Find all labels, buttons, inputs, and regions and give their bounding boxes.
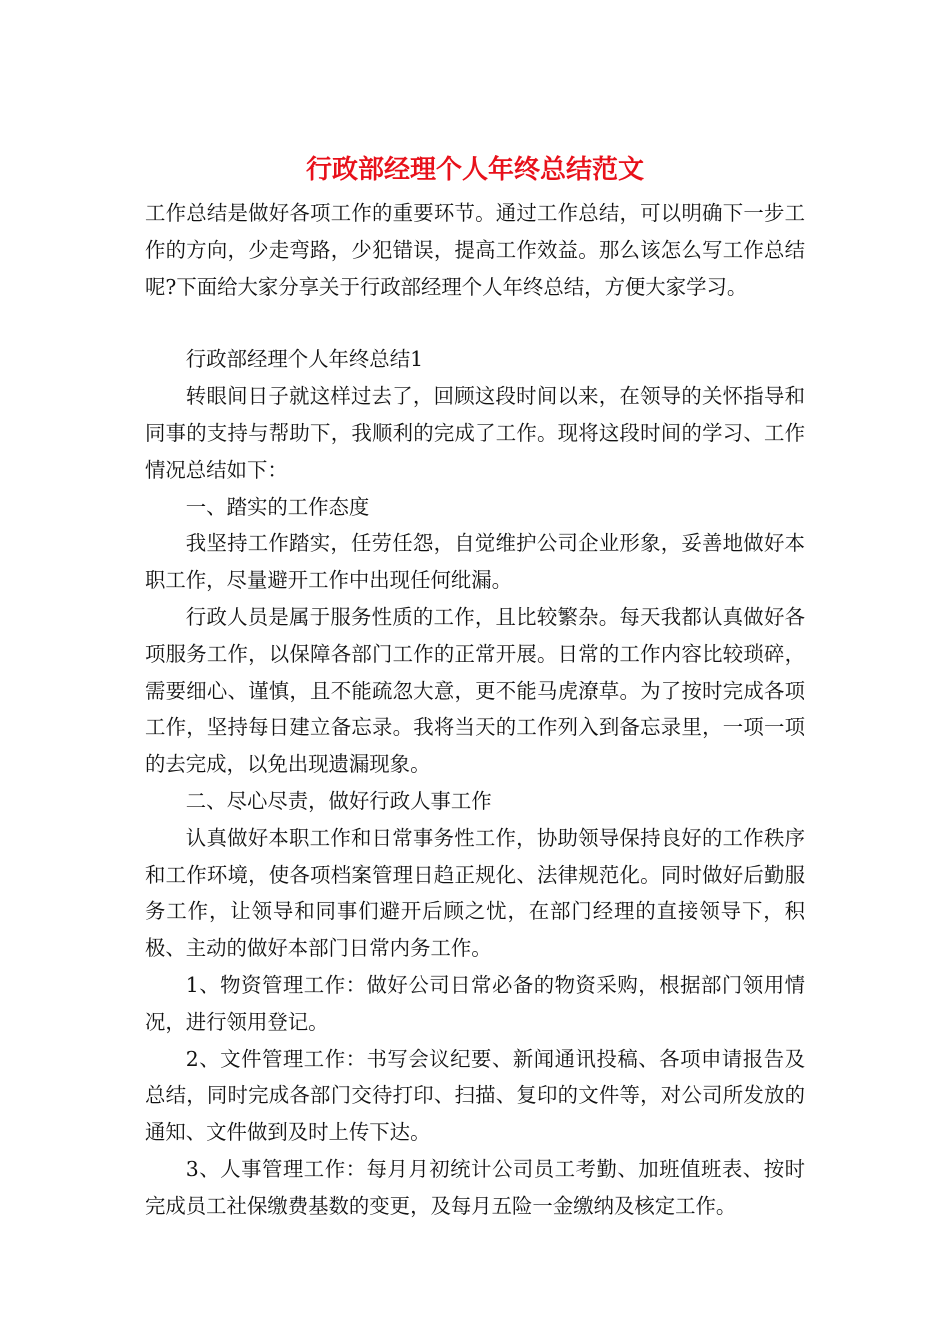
paragraph-gap [145,305,805,341]
list-item-materials: 1、物资管理工作：做好公司日常必备的物资采购，根据部门领用情况，进行领用登记。 [145,972,805,1034]
body-paragraph: 行政人员是属于服务性质的工作，且比较繁杂。每天我都认真做好各项服务工作，以保障各部门工作的正常开展。日常的工作内容比较琐碎，需要细心、谨慎，且不能疏忽大意，更不能马虎潦草。为了按时完成各项工作，坚持每日建立备忘录。我将当天的工作列入到备忘录里，一项一项的去完成，以免出现遗漏现象。 [145,604,805,777]
subheading-attitude: 一、踏实的工作态度 [185,494,370,519]
list-item-documents: 2、文件管理工作：书写会议纪要、新闻通讯投稿、各项申请报告及总结，同时完成各部门交待打印、扫描、复印的文件等，对公司所发放的通知、文件做到及时上传下达。 [145,1046,805,1145]
body-paragraph: 我坚持工作踏实，任劳任怨，自觉维护公司企业形象，妥善地做好本职工作，尽量避开工作中出现任何纰漏。 [145,531,805,593]
subheading-admin-hr: 二、尽心尽责，做好行政人事工作 [185,788,492,813]
document-title: 行政部经理个人年终总结范文 [305,155,644,185]
section-heading: 行政部经理个人年终总结1 [185,347,424,372]
list-item-personnel: 3、人事管理工作：每月月初统计公司员工考勤、加班值班表、按时完成员工社保缴费基数的变更，及每月五险一金缴纳及核定工作。 [145,1156,805,1218]
intro-paragraph: 工作总结是做好各项工作的重要环节。通过工作总结，可以明确下一步工作的方向，少走弯路，少犯错误，提高工作效益。那么该怎么写工作总结呢?下面给大家分享关于行政部经理个人年终总结，方便大家学习。 [145,201,805,299]
document-body [145,195,805,1225]
body-paragraph: 转眼间日子就这样过去了，回顾这段时间以来，在领导的关怀指导和同事的支持与帮助下，我顺利的完成了工作。现将这段时间的学习、工作情况总结如下： [145,384,805,482]
body-paragraph: 认真做好本职工作和日常事务性工作，协助领导保持良好的工作秩序和工作环境，使各项档案管理日趋正规化、法律规范化。同时做好后勤服务工作，让领导和同事们避开后顾之忧，在部门经理的直接领导下，积极、主动的做好本部门日常内务工作。 [145,825,805,961]
